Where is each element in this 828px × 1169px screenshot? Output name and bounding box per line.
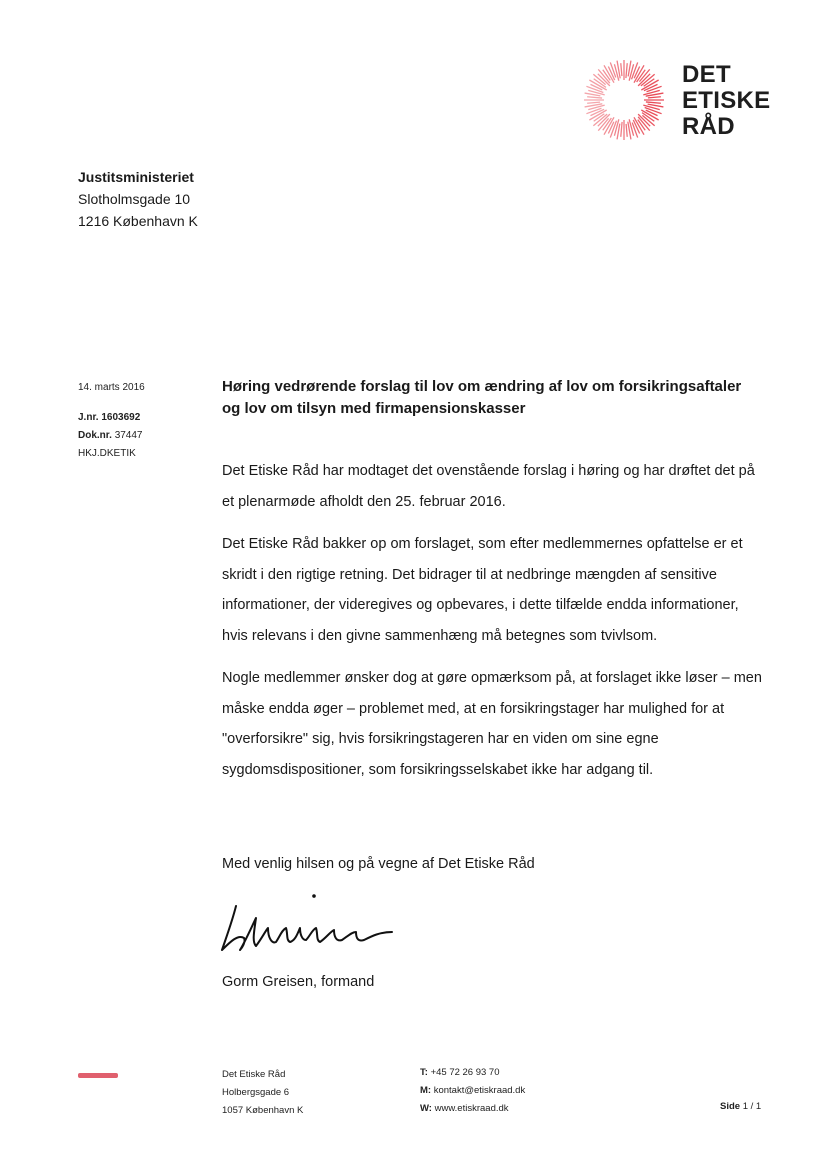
footer-mail-row [420, 1082, 525, 1100]
logo-ray [587, 102, 600, 103]
logo-ray [648, 97, 661, 98]
footer-org: Det Etiske Råd [222, 1069, 286, 1080]
logo-ray [626, 63, 627, 78]
recipient-address [78, 166, 198, 232]
logo-ray [621, 63, 622, 76]
signer-name: Gorm Greisen, formand [222, 974, 375, 990]
footer-phone-row [420, 1064, 525, 1082]
logo-ray [646, 102, 661, 103]
body-paragraph: Nogle medlemmer ønsker dog at gøre opmærksom på, at forslaget ikke løser – men måske endda øger – problemet med, at en forsikringstager har mulighed for at "overforsikre" sig, hvis forsikringstageren har en viden om sine egne sygdomsdispositioner, som forsikringsselskabet ikke har adgang til. [222, 670, 762, 778]
footer-contact [420, 1064, 525, 1118]
closing-line: Med venlig hilsen og på vegne af Det Etiske Råd [222, 856, 535, 872]
logo-ray [621, 122, 622, 137]
footer-web-row [420, 1100, 525, 1118]
logo-line-3: RÅD [682, 113, 735, 140]
logo-line-2: ETISKE [682, 87, 771, 114]
footer-city: 1057 København K [222, 1105, 304, 1116]
handwritten-signature [216, 888, 406, 973]
document-number-value: 37447 [114, 430, 143, 441]
logo-line-1: DET [682, 61, 731, 88]
recipient-city: 1216 København K [78, 213, 198, 229]
letter-subject: Høring vedrørende forslag til lov om ændring af lov om forsikringsaftaler og lov om tilsyn med firmapensionskasser [222, 378, 742, 417]
footer-street: Holbergsgade 6 [222, 1087, 290, 1098]
footer-accent-bar [78, 1073, 118, 1078]
logo [582, 58, 772, 142]
reference-code: HKJ.DKETIK [78, 448, 136, 459]
recipient-name: Justitsministeriet [78, 169, 194, 185]
logo-ray [626, 124, 627, 137]
footer-address [222, 1066, 303, 1120]
journal-number: J.nr. 1603692 [78, 412, 141, 423]
footer-mail-link[interactable]: kontakt@etiskraad.dk [433, 1085, 526, 1096]
footer-phone-label: T: [420, 1067, 428, 1078]
letter-meta [78, 379, 145, 463]
document-number [78, 427, 145, 445]
letter-date: 14. marts 2016 [78, 382, 145, 393]
page-number-value: 1 / 1 [742, 1101, 762, 1112]
letter-body [222, 456, 767, 797]
body-paragraph: Det Etiske Råd bakker op om forslaget, som efter medlemmernes opfattelse er et skridt i den rigtige retning. Det bidrager til at nedbringe mængden af sensitive informationer, der videregives og opbevares, i dette tilfælde endda informationer, hvis relevans i den givne sammenhæng må betegnes som tvivlsom. [222, 536, 743, 644]
footer-web-label: W: [420, 1103, 432, 1114]
page-number [720, 1098, 761, 1116]
body-paragraph: Det Etiske Råd har modtaget det ovenstående forslag i høring og har drøftet det på et plenarmøde afholdt den 25. februar 2016. [222, 463, 755, 510]
footer-web-link[interactable]: www.etiskraad.dk [434, 1103, 509, 1114]
footer-mail-label: M: [420, 1085, 432, 1096]
logo-sunburst-icon [582, 58, 666, 142]
document-number-label: Dok.nr. [78, 430, 112, 441]
page-number-label: Side [720, 1101, 741, 1112]
recipient-street: Slotholmsgade 10 [78, 191, 191, 207]
footer-phone: +45 72 26 93 70 [430, 1067, 500, 1078]
logo-wordmark [682, 62, 770, 140]
logo-ray [587, 97, 602, 98]
